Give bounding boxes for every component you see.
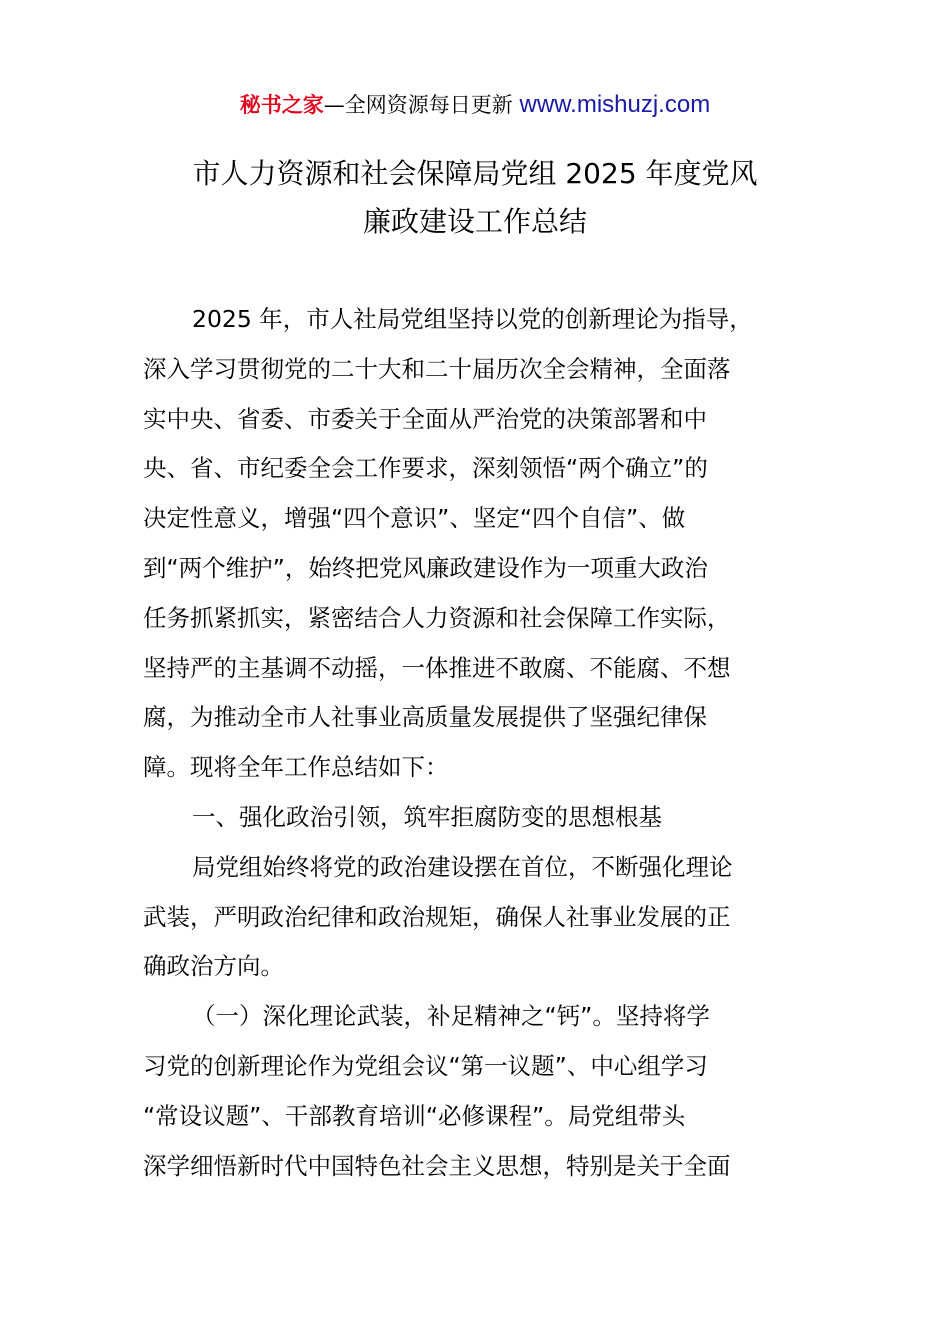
- header-tagline: —全网资源每日更新: [323, 93, 520, 117]
- title-line-1: 市人力资源和社会保障局党组 2025 年度党风: [192, 157, 758, 190]
- body-line: 武装，严明政治纪律和政治规矩，确保人社事业发展的正: [143, 902, 731, 931]
- body-line: 决定性意义，增强“四个意识”、坚定“四个自信”、做: [143, 504, 686, 533]
- body-line: “常设议题”、干部教育培训“必修课程”。局党组带头: [143, 1101, 686, 1130]
- brand-name: 秘书之家: [239, 93, 324, 117]
- body-line: 央、省、市纪委全会工作要求，深刻领悟“两个确立”的: [143, 454, 708, 483]
- body-line: 2025 年，市人社局党组坚持以党的创新理论为指导，: [192, 305, 753, 333]
- document-body: [143, 295, 807, 1191]
- body-line: 局党组始终将党的政治建设摆在首位，不断强化理论: [192, 852, 733, 881]
- site-url-link[interactable]: www.mishuzj.com: [519, 91, 711, 118]
- body-line: 任务抓紧抓实，紧密结合人力资源和社会保障工作实际，: [143, 603, 731, 632]
- body-line: 确政治方向。: [143, 952, 284, 981]
- body-line: 习党的创新理论作为党组会议“第一议题”、中心组学习: [143, 1051, 708, 1080]
- body-line: 深学细悟新时代中国特色社会主义思想，特别是关于全面: [143, 1151, 731, 1180]
- site-header: [0, 88, 950, 122]
- title-line-2: 廉政建设工作总结: [362, 205, 587, 238]
- document-title: [100, 150, 850, 246]
- section-heading: 一、强化政治引领，筑牢拒腐防变的思想根基: [192, 802, 662, 831]
- body-line: 深入学习贯彻党的二十大和二十届历次全会精神，全面落: [143, 354, 731, 383]
- body-line: 到“两个维护”，始终把党风廉政建设作为一项重大政治: [143, 553, 708, 582]
- body-line: 实中央、省委、市委关于全面从严治党的决策部署和中: [143, 404, 707, 433]
- body-line: 障。现将全年工作总结如下：: [143, 753, 449, 782]
- body-line: 腐，为推动全市人社事业高质量发展提供了坚强纪律保: [143, 703, 707, 732]
- body-line: 坚持严的主基调不动摇，一体推进不敢腐、不能腐、不想: [143, 653, 731, 682]
- subsection-line: （一）深化理论武装，补足精神之“钙”。坚持将学: [192, 1002, 710, 1031]
